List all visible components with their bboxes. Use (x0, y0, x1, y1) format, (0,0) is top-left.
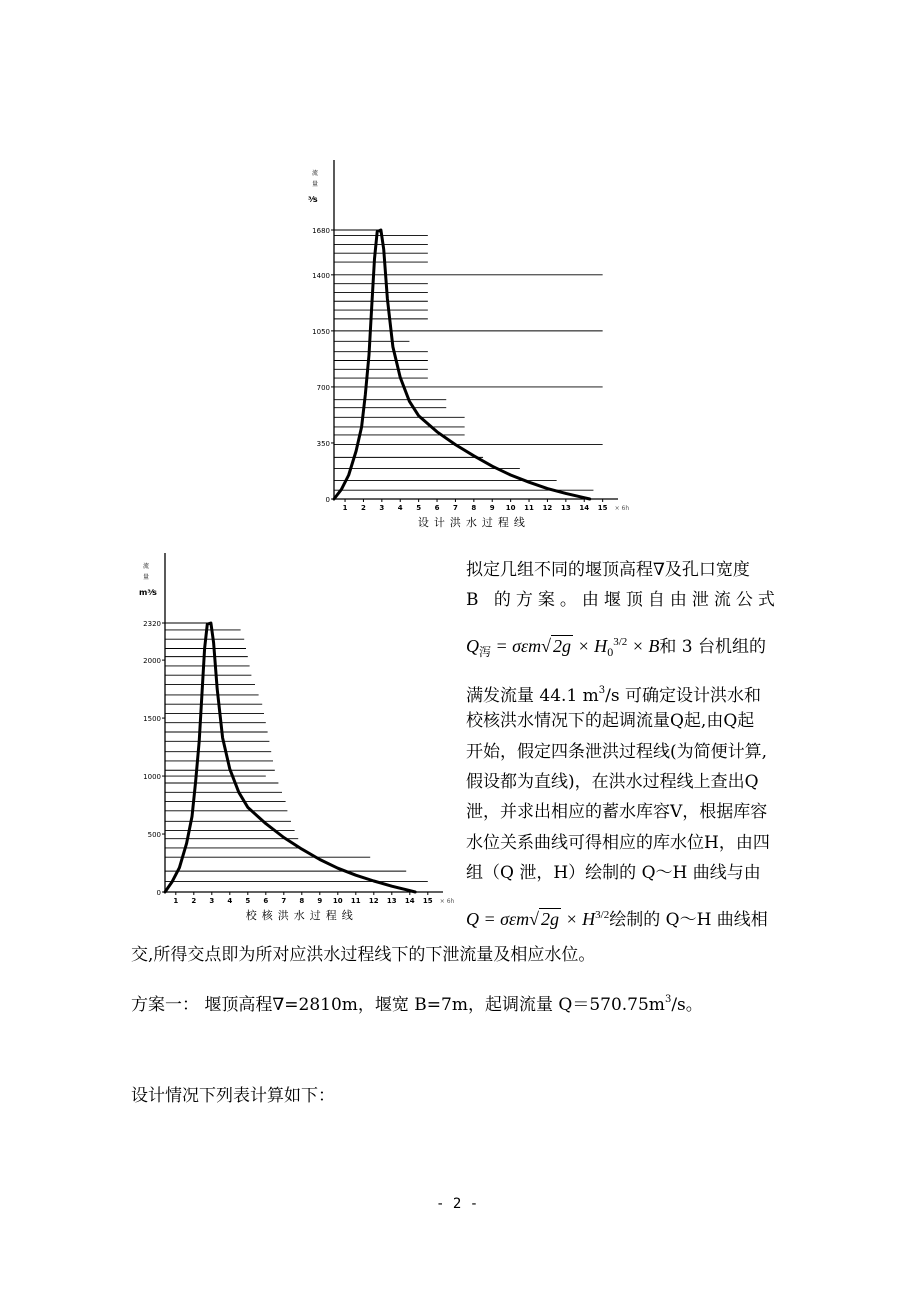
design-flood-chart-svg (300, 160, 645, 530)
design-ytick-label: 0 (325, 496, 330, 504)
paragraph-line-5: 开始，假定四条泄洪过程线(为简便计算, (466, 742, 768, 762)
paragraph-line-3: 满发流量 44.1 $m^3/s$ 可确定设计洪水和 (466, 685, 762, 706)
check-xtick-label: 14 (404, 897, 415, 905)
check-ytick-label: 2000 (143, 657, 161, 666)
paragraph-line-7: 泄，并求出相应的蓄水库容V，根据库容 (466, 802, 768, 822)
design-xtick-label: 8 (471, 504, 477, 512)
check-hydrograph-curve (165, 623, 415, 892)
formula-line-2: Q = σεm√ $2g \times H^{3/2}$绘制的 Q～H 曲线相 (466, 909, 768, 930)
paragraph-line-2: B 的方案。由堰顶自由泄流公式 (466, 590, 780, 610)
design-xtick-label: 4 (397, 504, 403, 512)
check-xtick-label: 13 (386, 897, 397, 905)
design-xtick-label: 10 (505, 504, 516, 512)
check-xtick-label: 11 (350, 897, 361, 905)
check-xtick-label: 3 (209, 897, 215, 905)
check-yunit: m³⁄s (139, 588, 157, 597)
check-ylabel-mid: 量 (143, 574, 150, 581)
qh-formula: Q = σεm√ $2g \times H^{3/2}$ (466, 909, 610, 929)
paragraph-line-9: 组（Q 泄，H）绘制的 Q～H 曲线与由 (466, 863, 761, 883)
page-number: - 2 - (436, 1196, 479, 1212)
check-xtick-label: 9 (317, 897, 323, 905)
check-ytick-label: 0 (156, 889, 161, 897)
check-xtick-label: 6 (263, 897, 269, 905)
design-ytick-label: 1400 (312, 271, 330, 280)
design-xtick-label: 12 (542, 504, 553, 512)
paragraph-line-6: 假设都为直线)，在洪水过程线上查出Q (466, 772, 759, 792)
check-ytick-label: 2320 (143, 620, 161, 628)
design-xtick-label: 6 (434, 504, 440, 512)
design-xtick-label: 7 (453, 504, 458, 512)
check-flood-chart-svg (130, 555, 455, 925)
design-xtick-label: 14 (579, 504, 590, 512)
design-ytick-label: 1680 (312, 227, 330, 235)
check-xtick-label: 15 (422, 897, 433, 905)
design-hydrograph-curve (334, 230, 590, 499)
check-ytick-label: 1000 (143, 773, 161, 782)
design-ylabel-top: 流 (312, 170, 319, 177)
check-flood-chart (130, 555, 455, 925)
design-xtick-label: 9 (489, 504, 495, 512)
check-xtick-label: 1 (173, 897, 179, 905)
scheme-one: 方案一： 堰顶高程∇=2810m，堰宽 B=7m，起调流量 $Q=570.75m^3/s$。 (131, 994, 703, 1015)
check-xtick-label: 4 (227, 897, 233, 905)
design-ytick-label: 700 (316, 383, 330, 392)
design-xtick-label: 13 (560, 504, 571, 512)
paragraph-line-10: 交,所得交点即为所对应洪水过程线下的下泄流量及相应水位。 (131, 945, 596, 965)
paragraph-line-4: 校核洪水情况下的起调流量Q起,由Q起 (466, 711, 755, 731)
design-xtick-label: 3 (379, 504, 385, 512)
check-xtick-label: 7 (281, 897, 287, 905)
check-xtick-label: 12 (368, 897, 379, 905)
check-xtick-label: 5 (245, 897, 251, 905)
check-xtick-label: 8 (299, 897, 305, 905)
design-yunit: ³⁄s (308, 195, 318, 204)
design-xtick-label: 2 (361, 504, 366, 512)
design-xtick-label: 11 (524, 504, 534, 512)
design-title: 设计洪水过程线 (417, 516, 530, 529)
weir-formula: $Q_泻 = \sigma\varepsilon m√$ $2g \times H_0^{3/2} \times B$ (466, 636, 660, 659)
design-flood-chart (300, 160, 645, 530)
paragraph-line-8: 水位关系曲线可得相应的库水位H，由四 (466, 833, 770, 853)
design-xtick-label: 5 (416, 504, 422, 512)
design-ylabel-mid: 量 (312, 181, 319, 188)
formula-line-1: $Q_泻 = \sigma\varepsilon m√$ $2g \times H_0^{3/2} \times B$和 3 台机组的 (466, 636, 767, 659)
design-ytick-label: 350 (316, 439, 330, 448)
check-ylabel-top: 流 (143, 563, 150, 570)
design-ytick-label: 1050 (312, 327, 330, 336)
check-xtick-label: 2 (191, 897, 197, 905)
check-ytick-label: 500 (147, 831, 161, 840)
design-xtick-label: 15 (597, 504, 608, 512)
paragraph-line-1: 拟定几组不同的堰顶高程∇及孔口宽度 (466, 560, 750, 580)
check-xunit: × 6h (439, 898, 455, 905)
check-ytick-label: 1500 (143, 715, 161, 724)
check-title: 校核洪水过程线 (245, 909, 358, 922)
design-xunit: × 6h (614, 505, 630, 512)
design-case-line: 设计情况下列表计算如下： (131, 1086, 335, 1106)
check-xtick-label: 10 (332, 897, 343, 905)
design-xtick-label: 1 (342, 504, 348, 512)
